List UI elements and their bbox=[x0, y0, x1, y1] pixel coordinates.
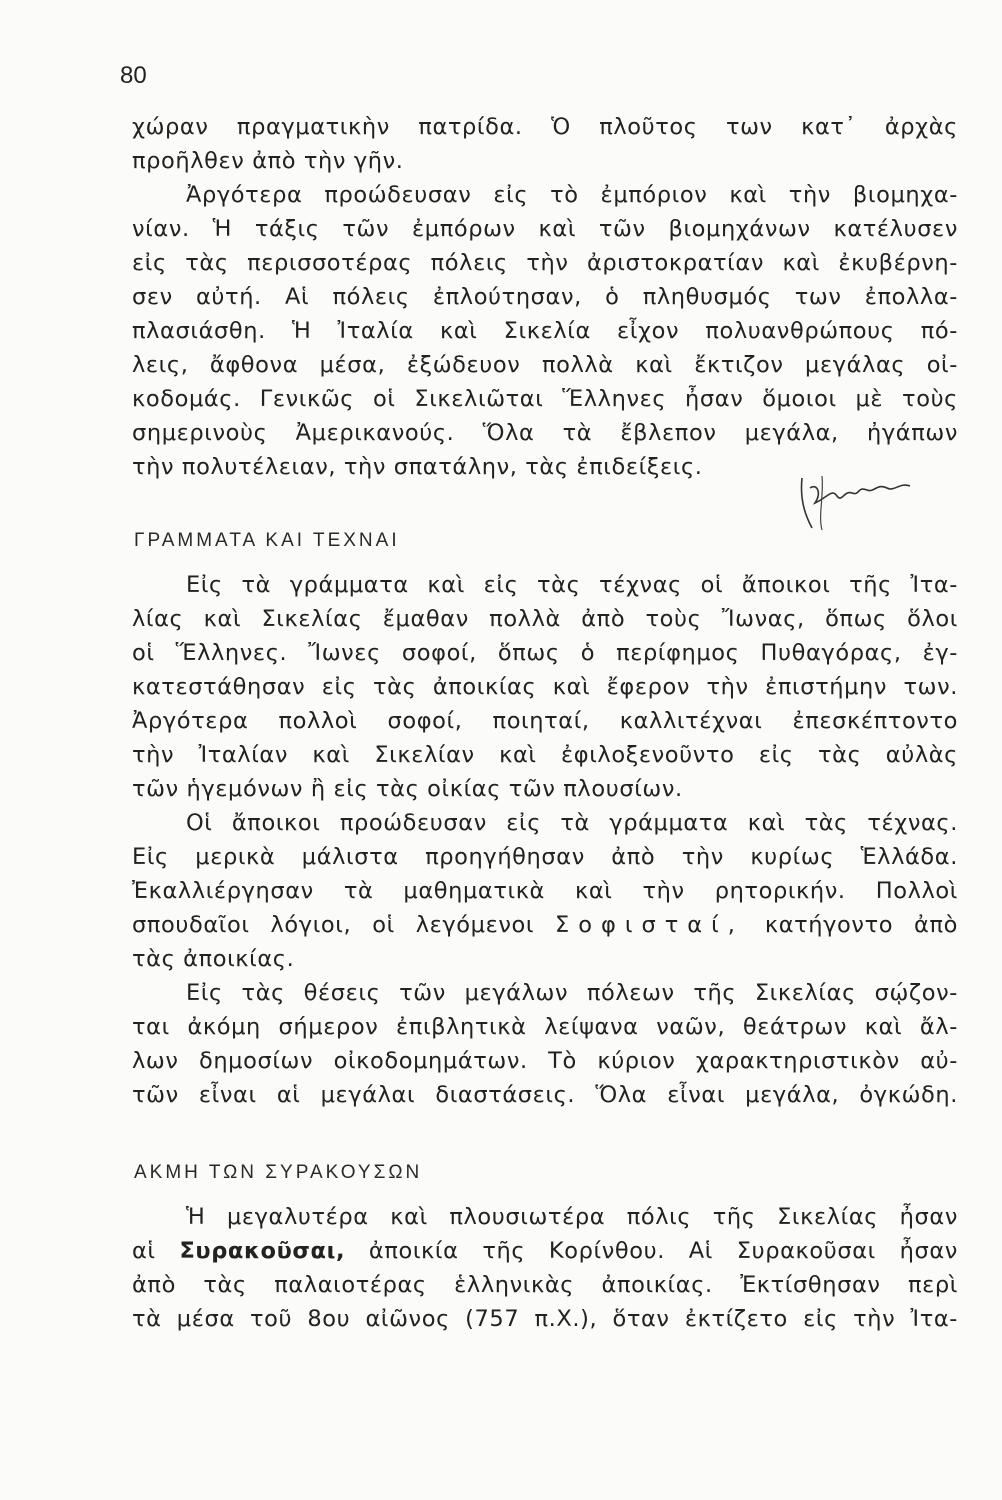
text-line: χώραν πραγματικὴν πατρίδα. Ὁ πλοῦτος των κατ᾽ ἀρχὰς bbox=[132, 114, 958, 140]
text-line: τῶν ἡγεμόνων ἢ εἰς τὰς οἰκίας τῶν πλουσίων. bbox=[132, 776, 683, 802]
text-line: Οἱ ἄποικοι προώδευσαν εἰς τὰ γράμματα καὶ τὰς τέχνας. bbox=[186, 810, 958, 836]
text-segment: σπουδαῖοι λόγιοι, οἱ λεγόμενοι bbox=[132, 912, 535, 938]
text-line: τὴν Ἰταλίαν καὶ Σικελίαν καὶ ἐφιλοξενοῦντο εἰς τὰς αὐλὰς bbox=[132, 742, 958, 768]
text-line: Εἰς τὰς θέσεις τῶν μεγάλων πόλεων τῆς Σικελίας σῴζον- bbox=[186, 980, 958, 1006]
text-line: νίαν. Ἡ τάξις τῶν ἐμπόρων καὶ τῶν βιομηχάνων κατέλυσεν bbox=[132, 216, 958, 242]
text-line: τῶν εἶναι αἱ μεγάλαι διαστάσεις. Ὅλα εἶναι μεγάλα, ὀγκώδη. bbox=[132, 1082, 958, 1108]
paragraph-intro bbox=[132, 110, 958, 484]
text-line: Ἀργότερα πολλοὶ σοφοί, ποιηταί, καλλιτέχναι ἐπεσκέπτοντο bbox=[132, 708, 958, 734]
text-segment: ἀποικία τῆς Κορίνθου. Αἱ Συρακοῦσαι ἦσαν bbox=[368, 1238, 958, 1264]
section-heading: ΑΚΜΗ ΤΩΝ ΣΥΡΑΚΟΥΣΩΝ bbox=[134, 1162, 423, 1183]
sophists-emphasis: Σοφισταί, bbox=[555, 912, 744, 938]
text-line: τὰ μέσα τοῦ 8ου αἰῶνος (757 π.Χ.), ὅταν ἐκτίζετο εἰς τὴν Ἰτα- bbox=[132, 1306, 958, 1332]
text-line: τὴν πολυτέλειαν, τὴν σπατάλην, τὰς ἐπιδείξεις. bbox=[132, 454, 703, 480]
paragraph-syracuse bbox=[132, 1200, 958, 1336]
handwritten-signature bbox=[782, 468, 922, 538]
text-line: Ἀργότερα προώδευσαν εἰς τὸ ἐμπόριον καὶ τὴν βιομηχα- bbox=[186, 182, 958, 208]
text-line: σεν αὐτή. Αἱ πόλεις ἐπλούτησαν, ὁ πληθυσμός των ἐπολλα- bbox=[132, 284, 958, 310]
text-line: Εἰς μερικὰ μάλιστα προηγήθησαν ἀπὸ τὴν κυρίως Ἑλλάδα. bbox=[132, 844, 958, 870]
text-line: Εἰς τὰ γράμματα καὶ εἰς τὰς τέχνας οἱ ἄποικοι τῆς Ἰτα- bbox=[186, 572, 958, 598]
text-line-sophists bbox=[132, 908, 958, 942]
text-line: λων δημοσίων οἰκοδομημάτων. Τὸ κύριον χαρακτηριστικὸν αὐ- bbox=[132, 1048, 958, 1074]
text-line: κατεστάθησαν εἰς τὰς ἀποικίας καὶ ἔφερον τὴν ἐπιστήμην των. bbox=[132, 674, 958, 700]
page-number: 80 bbox=[120, 62, 147, 89]
paragraph-letters-arts bbox=[132, 568, 958, 1112]
text-line: εἰς τὰς περισσοτέρας πόλεις τὴν ἀριστοκρατίαν καὶ ἐκυβέρνη- bbox=[132, 250, 958, 276]
text-line: σημερινοὺς Ἀμερικανούς. Ὅλα τὰ ἔβλεπον μεγάλα, ἠγάπων bbox=[132, 420, 958, 446]
text-line: ται ἀκόμη σήμερον ἐπιβλητικὰ λείψανα ναῶν, θεάτρων καὶ ἄλ- bbox=[132, 1014, 958, 1040]
text-line: πλασιάσθη. Ἡ Ἰταλία καὶ Σικελία εἶχον πολυανθρώπους πό- bbox=[132, 318, 958, 344]
text-line: Ἡ μεγαλυτέρα καὶ πλουσιωτέρα πόλις τῆς Σικελίας ἦσαν bbox=[186, 1204, 958, 1230]
text-line: Ἐκαλλιέργησαν τὰ μαθηματικὰ καὶ τὴν ρητορικήν. Πολλοὶ bbox=[132, 878, 958, 904]
text-segment: αἱ bbox=[132, 1238, 156, 1264]
text-line: κοδομάς. Γενικῶς οἱ Σικελιῶται Ἕλληνες ἦσαν ὅμοιοι μὲ τοὺς bbox=[132, 386, 958, 412]
text-line-syracuse bbox=[132, 1234, 958, 1268]
text-line: οἱ Ἕλληνες. Ἴωνες σοφοί, ὅπως ὁ περίφημος Πυθαγόρας, ἐγ- bbox=[132, 640, 958, 666]
text-line: ἀπὸ τὰς παλαιοτέρας ἑλληνικὰς ἀποικίας. Ἐκτίσθησαν περὶ bbox=[132, 1272, 958, 1298]
syracuse-bold: Συρακοῦσαι, bbox=[179, 1238, 346, 1264]
text-line: προῆλθεν ἀπὸ τὴν γῆν. bbox=[132, 148, 404, 174]
text-segment: κατήγοντο ἀπὸ bbox=[764, 912, 958, 938]
text-line: λεις, ἄφθονα μέσα, ἐξώδευον πολλὰ καὶ ἔκτιζον μεγάλας οἰ- bbox=[132, 352, 958, 378]
text-line: λίας καὶ Σικελίας ἔμαθαν πολλὰ ἀπὸ τοὺς Ἴωνας, ὅπως ὅλοι bbox=[132, 606, 958, 632]
section-heading: ΓΡΑΜΜΑΤΑ ΚΑΙ ΤΕΧΝΑΙ bbox=[134, 530, 400, 551]
text-line: τὰς ἀποικίας. bbox=[132, 946, 295, 972]
